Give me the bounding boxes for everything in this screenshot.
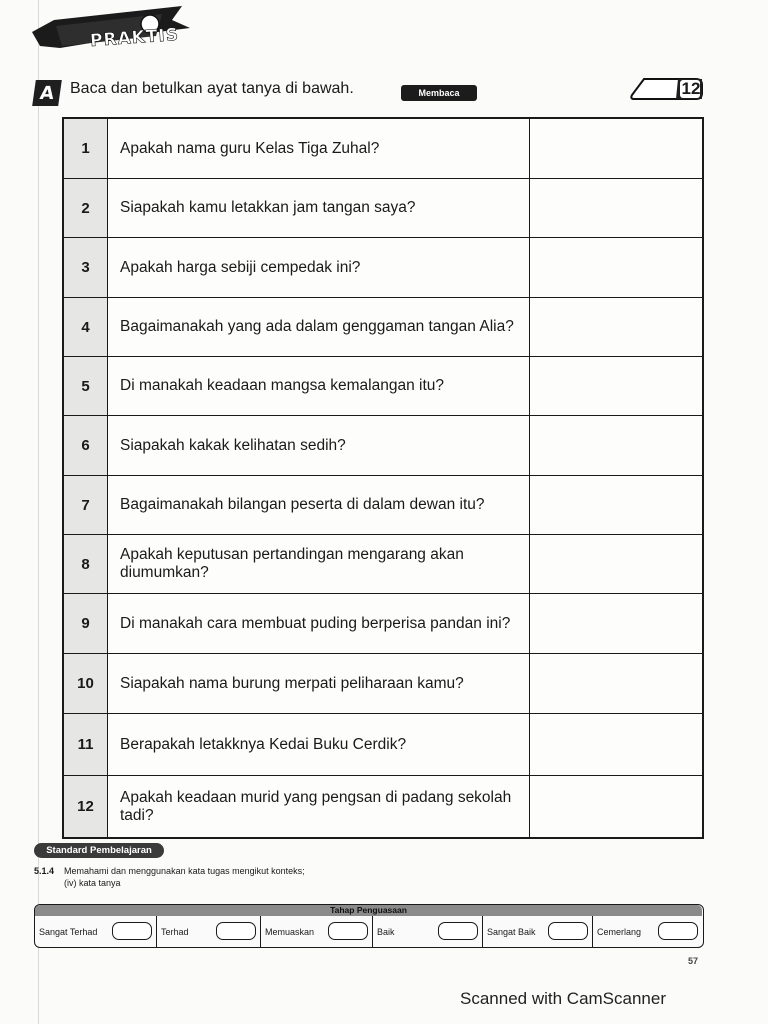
table-row	[64, 356, 702, 415]
question-text: Apakah keputusan pertandingan mengarang akan diumumkan?	[120, 546, 464, 581]
tahap-checkbox[interactable]	[658, 922, 698, 940]
question-number: 9	[64, 594, 108, 653]
tahap-level-label: Cemerlang	[597, 926, 642, 937]
answer-cell[interactable]	[529, 594, 702, 653]
tahap-checkbox[interactable]	[112, 922, 152, 940]
tahap-checkbox[interactable]	[548, 922, 588, 940]
tahap-level-label: Baik	[377, 926, 395, 937]
tahap-level	[35, 916, 157, 947]
answer-cell[interactable]	[529, 535, 702, 593]
scanner-watermark: Scanned with CamScanner	[460, 989, 667, 1008]
standard-subitem: (iv) kata tanya	[64, 878, 121, 888]
question-number: 6	[64, 416, 108, 475]
question-number: 12	[64, 776, 108, 837]
answer-cell[interactable]	[529, 416, 702, 475]
tahap-level-label: Memuaskan	[265, 926, 315, 937]
praktis-banner	[32, 6, 190, 50]
question-number: 10	[64, 654, 108, 713]
question-text: Apakah nama guru Kelas Tiga Zuhal?	[120, 139, 380, 157]
question-number: 7	[64, 476, 108, 534]
tahap-checkbox[interactable]	[438, 922, 478, 940]
question-table	[62, 117, 704, 839]
answer-cell[interactable]	[529, 119, 702, 178]
question-number: 4	[64, 298, 108, 356]
table-row	[64, 653, 702, 713]
section-badge: A	[32, 80, 62, 106]
question-text: Bagaimanakah bilangan peserta di dalam dewan itu?	[120, 496, 485, 513]
banner-label: PRAKTIS	[89, 24, 180, 52]
tahap-level	[157, 916, 261, 947]
table-row	[64, 415, 702, 475]
page-number: 57	[688, 956, 699, 966]
instruction-text: Baca dan betulkan ayat tanya di bawah.	[70, 80, 354, 97]
table-row	[64, 119, 702, 178]
standard-code: 5.1.4	[34, 866, 55, 876]
standard-heading: Standard Pembelajaran	[34, 843, 164, 858]
question-text: Di manakah cara membuat puding berperisa pandan ini?	[120, 614, 511, 632]
answer-cell[interactable]	[529, 179, 702, 237]
score-value: 12	[681, 79, 701, 98]
question-text: Apakah harga sebiji cempedak ini?	[120, 258, 361, 276]
tahap-level	[373, 916, 483, 947]
tahap-level-label: Terhad	[161, 926, 189, 937]
question-text: Di manakah keadaan mangsa kemalangan itu?	[120, 377, 444, 394]
question-text: Siapakah nama burung merpati peliharaan kamu?	[120, 674, 464, 692]
table-row	[64, 713, 702, 775]
table-row	[64, 178, 702, 237]
answer-cell[interactable]	[529, 476, 702, 534]
tahap-level-label: Sangat Baik	[487, 926, 536, 937]
question-number: 1	[64, 119, 108, 178]
answer-cell[interactable]	[529, 776, 702, 837]
question-number: 2	[64, 179, 108, 237]
question-number: 11	[64, 714, 108, 775]
question-number: 5	[64, 357, 108, 415]
tahap-level	[483, 916, 593, 947]
tahap-penguasaan-bar	[34, 904, 704, 948]
answer-cell[interactable]	[529, 298, 702, 356]
table-row	[64, 593, 702, 653]
tahap-checkbox[interactable]	[216, 922, 256, 940]
table-row	[64, 297, 702, 356]
standard-description: Memahami dan menggunakan kata tugas mengikut konteks;	[64, 866, 305, 876]
tahap-level-label: Sangat Terhad	[39, 926, 98, 937]
question-text: Berapakah letakknya Kedai Buku Cerdik?	[120, 735, 407, 753]
tahap-level	[593, 916, 702, 947]
question-text: Siapakah kamu letakkan jam tangan saya?	[120, 199, 416, 216]
tahap-level	[261, 916, 373, 947]
skill-tag: Membaca	[401, 85, 477, 101]
question-number: 3	[64, 238, 108, 297]
answer-cell[interactable]	[529, 654, 702, 713]
answer-cell[interactable]	[529, 357, 702, 415]
question-text: Bagaimanakah yang ada dalam genggaman tangan Alia?	[120, 318, 514, 335]
tahap-checkbox[interactable]	[328, 922, 368, 940]
tahap-title: Tahap Penguasaan	[35, 905, 702, 916]
table-row	[64, 237, 702, 297]
answer-cell[interactable]	[529, 714, 702, 775]
question-number: 8	[64, 535, 108, 593]
question-text: Apakah keadaan murid yang pengsan di padang sekolah tadi?	[120, 788, 512, 824]
question-text: Siapakah kakak kelihatan sedih?	[120, 436, 346, 454]
table-row	[64, 775, 702, 837]
table-row	[64, 475, 702, 534]
table-row	[64, 534, 702, 593]
answer-cell[interactable]	[529, 238, 702, 297]
